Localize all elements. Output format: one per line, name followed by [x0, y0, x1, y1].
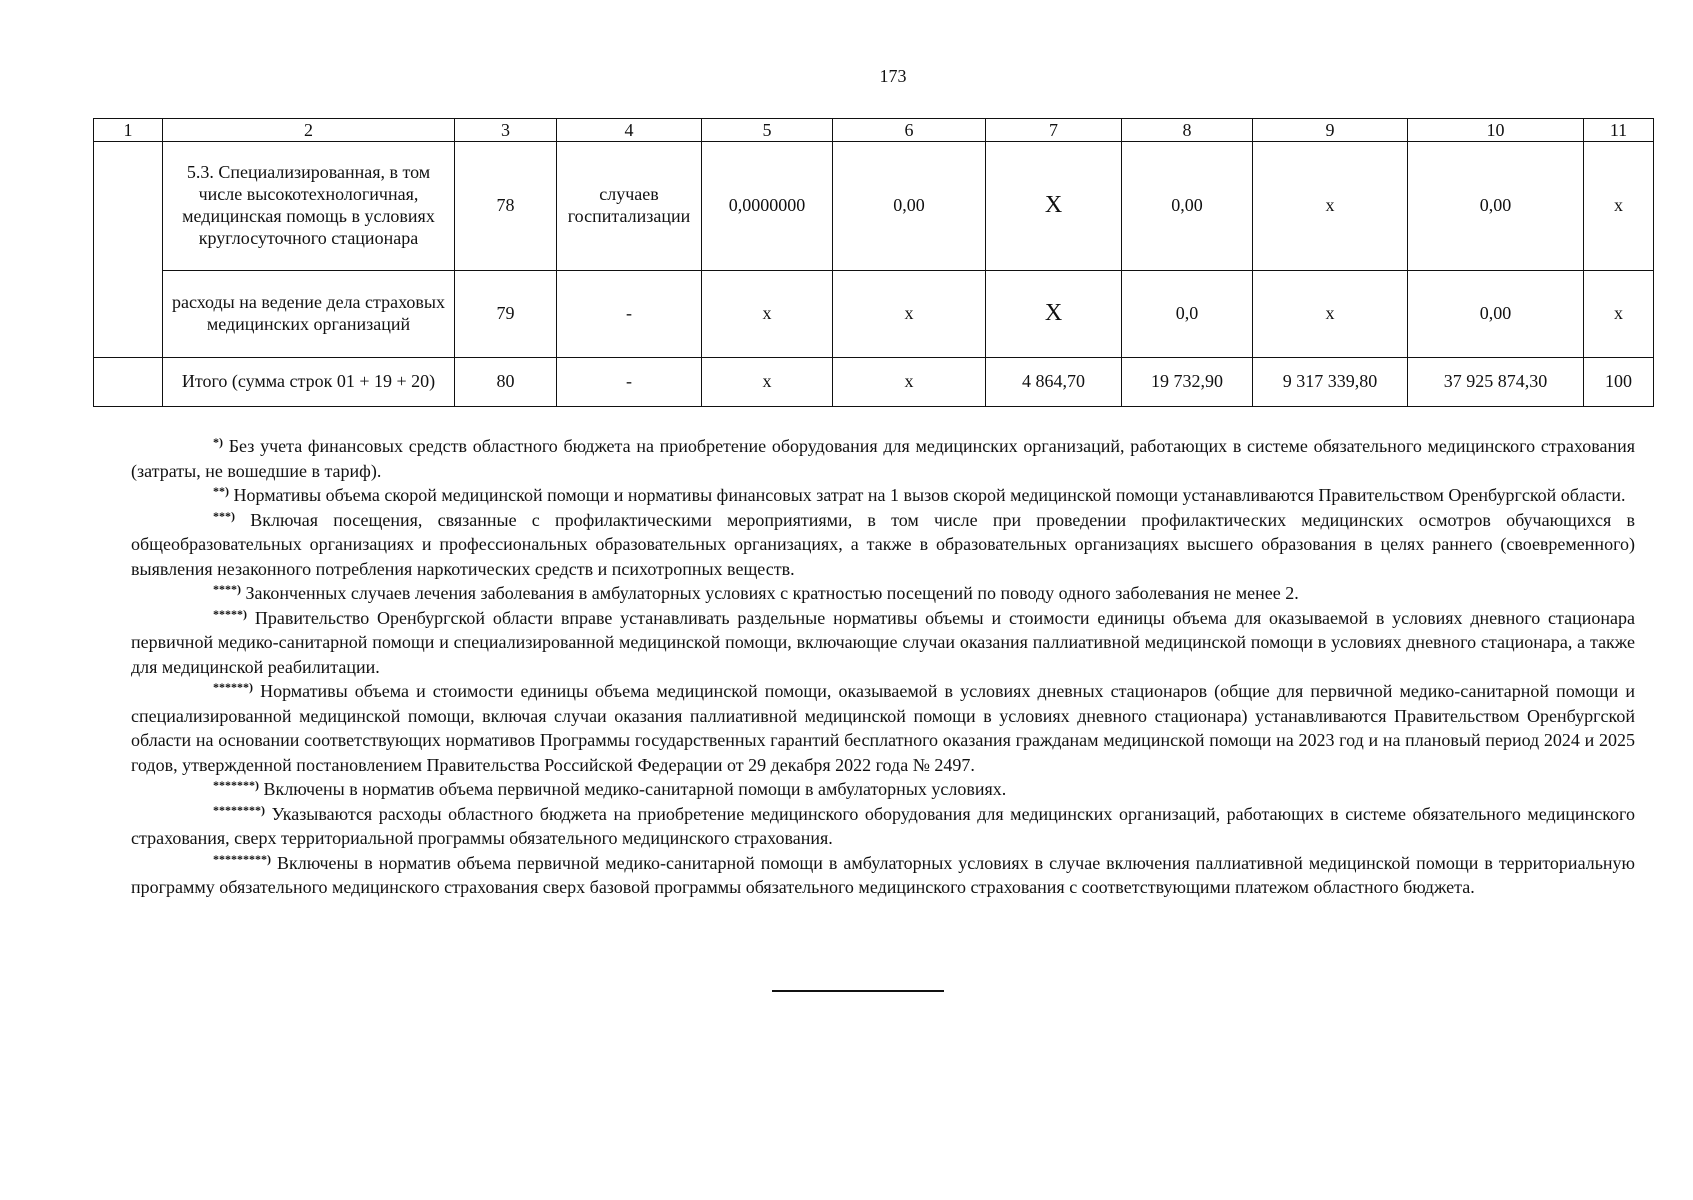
- footnote: [131, 581, 1635, 606]
- footnote-text: Законченных случаев лечения заболевания в амбулаторных условиях с кратностью посещений по поводу одного заболевания не менее 2.: [241, 583, 1299, 603]
- table-cell: x: [1253, 271, 1408, 358]
- column-header: 4: [557, 119, 702, 142]
- table-cell: x: [1584, 271, 1654, 358]
- data-table: [93, 118, 1654, 407]
- footnote: [131, 777, 1635, 802]
- footnote: [131, 606, 1635, 680]
- footnote-text: Включены в норматив объема первичной медико-санитарной помощи в амбулаторных условиях в случае включения паллиативной медицинской помощи в территориальную программу обязательного медицинского страхования сверх базовой программы обязательного медицинского страхования с соответствующими платежом областного бюджета.: [131, 852, 1635, 897]
- table-cell-empty: [94, 142, 163, 358]
- table-cell: 37 925 874,30: [1408, 358, 1584, 407]
- footnote-text: Включены в норматив объема первичной медико-санитарной помощи в амбулаторных условиях.: [259, 779, 1007, 799]
- table-cell: x: [1584, 142, 1654, 271]
- footnote-text: Включая посещения, связанные с профилактическими мероприятиями, в том числе при проведении профилактических медицинских осмотров обучающихся в общеобразовательных организациях и профессиональных образовательных организациях, а также в образовательных организациях высшего образования в целях раннего (своевременного) выявления незаконного потребления наркотических средств и психотропных веществ.: [131, 509, 1635, 579]
- table-cell: 0,00: [1122, 142, 1253, 271]
- end-divider: [772, 990, 944, 992]
- table-cell: x: [702, 271, 833, 358]
- footnote: [131, 851, 1635, 900]
- column-header: 5: [702, 119, 833, 142]
- table-row: [94, 271, 1654, 358]
- footnote: [131, 802, 1635, 851]
- table-cell: x: [833, 358, 986, 407]
- footnote-mark: *******): [213, 778, 259, 792]
- footnote-text: Нормативы объема скорой медицинской помощи и нормативы финансовых затрат на 1 вызов скорой медицинской помощи устанавливаются Правительством Оренбургской области.: [229, 485, 1626, 505]
- column-header: 6: [833, 119, 986, 142]
- table-header-row: [94, 119, 1654, 142]
- table-cell: x: [833, 271, 986, 358]
- table-row-total: [94, 358, 1654, 407]
- table-cell: 19 732,90: [1122, 358, 1253, 407]
- row-description: расходы на ведение дела страховых медицинских организаций: [163, 271, 455, 358]
- footnote-mark: **): [213, 484, 229, 498]
- row-number: 78: [455, 142, 557, 271]
- table-cell: 0,00: [1408, 271, 1584, 358]
- column-header: 8: [1122, 119, 1253, 142]
- column-header: 9: [1253, 119, 1408, 142]
- column-header: 2: [163, 119, 455, 142]
- footnote-text: Без учета финансовых средств областного бюджета на приобретение оборудования для медицинских организаций, работающих в системе обязательного медицинского страхования (затраты, не вошедшие в тариф).: [131, 436, 1635, 481]
- table-cell: x: [1253, 142, 1408, 271]
- footnote: [131, 679, 1635, 777]
- row-number: 79: [455, 271, 557, 358]
- footnote-mark: ******): [213, 680, 253, 694]
- footnote-mark: *): [213, 435, 223, 449]
- unit-cell: -: [557, 358, 702, 407]
- table-cell-empty: [94, 358, 163, 407]
- table-cell: 0,00: [1408, 142, 1584, 271]
- footnote: [131, 483, 1635, 508]
- column-header: 3: [455, 119, 557, 142]
- table-cell: 9 317 339,80: [1253, 358, 1408, 407]
- table-cell: x: [702, 358, 833, 407]
- column-header: 10: [1408, 119, 1584, 142]
- footnote-mark: ***): [213, 508, 235, 523]
- footnote-mark: ****): [213, 582, 241, 596]
- column-header: 7: [986, 119, 1122, 142]
- table-cell: 0,0: [1122, 271, 1253, 358]
- footnote-text: Правительство Оренбургской области вправе устанавливать раздельные нормативы объемы и стоимости единицы объема для оказываемой в условиях дневного стационара первичной медико-санитарной помощи и специализированной медицинской помощи, включающие случаи оказания паллиативной медицинской помощи в условиях дневного стационара, а также для медицинской реабилитации.: [131, 607, 1635, 677]
- footnote-mark: *****): [213, 606, 247, 621]
- row-number: 80: [455, 358, 557, 407]
- table-cell: 0,00: [833, 142, 986, 271]
- footnote-mark: ********): [213, 802, 265, 817]
- column-header: 1: [94, 119, 163, 142]
- row-description: 5.3. Специализированная, в том числе высокотехнологичная, медицинская помощь в условиях круглосуточного стационара: [163, 142, 455, 271]
- table-cell: 0,0000000: [702, 142, 833, 271]
- row-description: Итого (сумма строк 01 + 19 + 20): [163, 358, 455, 407]
- unit-cell: случаев госпитализации: [557, 142, 702, 271]
- unit-cell: -: [557, 271, 702, 358]
- footnote: [131, 508, 1635, 582]
- table-cell: X: [986, 271, 1122, 358]
- footnote: [131, 434, 1635, 483]
- table-row: [94, 142, 1654, 271]
- column-header: 11: [1584, 119, 1654, 142]
- table-cell: 4 864,70: [986, 358, 1122, 407]
- footnote-mark: *********): [213, 851, 271, 866]
- table-cell: X: [986, 142, 1122, 271]
- footnotes: [131, 434, 1635, 900]
- page-number: 173: [879, 66, 907, 86]
- footnote-text: Указываются расходы областного бюджета на приобретение медицинского оборудования для медицинских организаций, работающих в системе обязательного медицинского страхования, сверх территориальной программы обязательного медицинского страхования.: [131, 803, 1635, 848]
- footnote-text: Нормативы объема и стоимости единицы объема медицинской помощи, оказываемой в условиях дневных стационаров (общие для первичной медико-санитарной помощи и специализированной медицинской помощи, включая случаи оказания паллиативной медицинской помощи в условиях дневного стационара) устанавливаются Правительством Оренбургской области на основании соответствующих нормативов Программы государственных гарантий бесплатного оказания гражданам медицинской помощи на 2023 год и на плановый период 2024 и 2025 годов, утвержденной постановлением Правительства Российской Федерации от 29 декабря 2022 года № 2497.: [131, 681, 1635, 775]
- table-cell: 100: [1584, 358, 1654, 407]
